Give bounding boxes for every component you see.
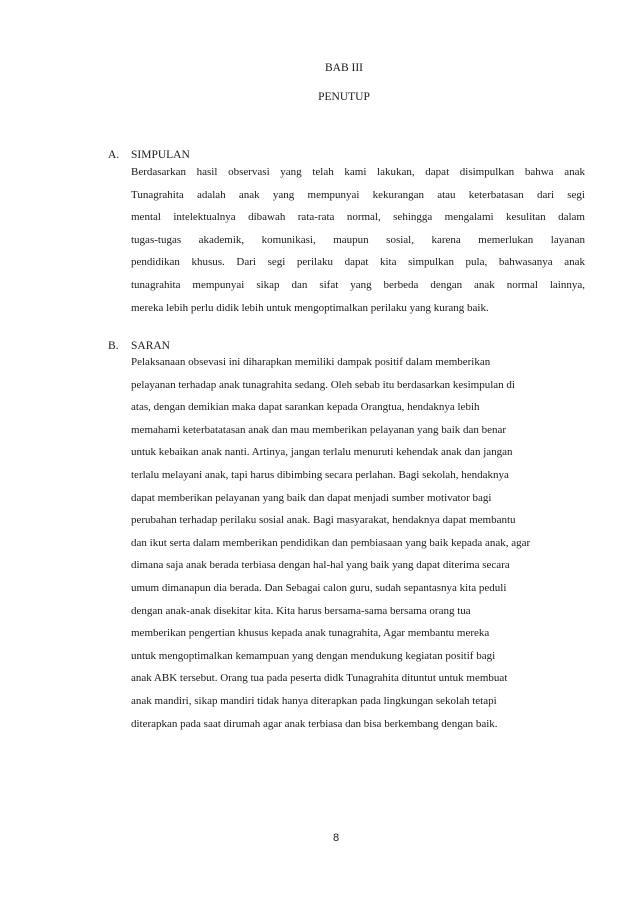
paragraph-line: Tunagrahita adalah anak yang mempunyai kekurangan atau keterbatasan dari segi bbox=[131, 188, 585, 201]
paragraph-line: untuk mengoptimalkan kemampuan yang dengan mendukung kegiatan positif bagi bbox=[131, 649, 496, 662]
section-heading-simpulan bbox=[108, 149, 190, 161]
paragraph-line: dimana saja anak berada terbiasa dengan hal-hal yang baik yang dapat diterima secara bbox=[131, 559, 510, 572]
paragraph-line: Pelaksanaan obsevasi ini diharapkan memiliki dampak positif dalam memberikan bbox=[131, 356, 491, 368]
paragraph-line: pendidikan khusus. Dari segi perilaku dapat kita simpulkan pula, bahwasanya anak bbox=[131, 256, 585, 269]
paragraph-line: memahami keterbatatasan anak dan mau memberikan pelayanan yang baik dan benar bbox=[131, 423, 507, 436]
paragraph-line: diterapkan pada saat dirumah agar anak terbiasa dan bisa berkembang dengan baik. bbox=[131, 717, 498, 730]
section-number: A. bbox=[108, 149, 120, 161]
paragraph-line: atas, dengan demikian maka dapat sarankan kepada Orangtua, hendaknya lebih bbox=[131, 401, 480, 414]
paragraph-line: dapat memberikan pelayanan yang baik dan dapat menjadi sumber motivator bagi bbox=[131, 491, 492, 504]
paragraph-line: untuk kebaikan anak nanti. Artinya, jangan terlalu menuruti kehendak anak dan jangan bbox=[131, 446, 513, 459]
paragraph-line: anak ABK tersebut. Orang tua pada peserta didk Tunagrahita dituntut untuk membuat bbox=[131, 672, 508, 685]
paragraph-line: memberikan pengertian khusus kepada anak tunagrahita, Agar membantu mereka bbox=[131, 627, 490, 640]
paragraph-line: Berdasarkan hasil observasi yang telah kami lakukan, dapat disimpulkan bahwa anak bbox=[131, 166, 585, 178]
section-number: B. bbox=[108, 340, 119, 352]
saran-paragraph bbox=[131, 351, 585, 735]
paragraph-line: dan ikut serta dalam memberikan pendidikan dan pembiasaan yang baik kepada anak, agar bbox=[131, 536, 531, 549]
paragraph-line: umum dimanapun dia berada. Dan Sebagai calon guru, sudah sepantasnya kita peduli bbox=[131, 581, 507, 594]
paragraph-line: mental intelektualnya dibawah rata-rata normal, sehingga mengalami kesulitan dalam bbox=[131, 211, 585, 224]
simpulan-paragraph bbox=[131, 161, 585, 319]
paragraph-line: tunagrahita mempunyai sikap dan sifat yang berbeda dengan anak normal lainnya, bbox=[131, 278, 585, 291]
paragraph-line: anak mandiri, sikap mandiri tidak hanya diterapkan pada lingkungan sekolah tetapi bbox=[131, 694, 497, 707]
paragraph-line: tugas-tugas akademik, komunikasi, maupun sosial, karena memerlukan layanan bbox=[131, 233, 585, 246]
paragraph-line: pelayanan terhadap anak tunagrahita sedang. Oleh sebab itu berdasarkan kesimpulan di bbox=[131, 378, 515, 391]
section-title: SARAN bbox=[131, 340, 170, 352]
paragraph-line: perubahan terhadap perilaku sosial anak. Bagi masyarakat, hendaknya dapat membantu bbox=[131, 514, 516, 527]
chapter-title: PENUTUP bbox=[318, 91, 370, 103]
chapter-label: BAB III bbox=[324, 62, 363, 74]
section-title: SIMPULAN bbox=[131, 149, 190, 161]
paragraph-line: terlalu melayani anak, tapi harus dibimbing secara perlahan. Bagi sekolah, hendaknya bbox=[131, 468, 509, 481]
page-number: 8 bbox=[332, 832, 340, 844]
paragraph-line: dengan anak-anak disekitar kita. Kita harus bersama-sama bersama orang tua bbox=[131, 604, 471, 617]
paragraph-line: mereka lebih perlu didik lebih untuk mengoptimalkan perilaku yang kurang baik. bbox=[131, 301, 489, 314]
